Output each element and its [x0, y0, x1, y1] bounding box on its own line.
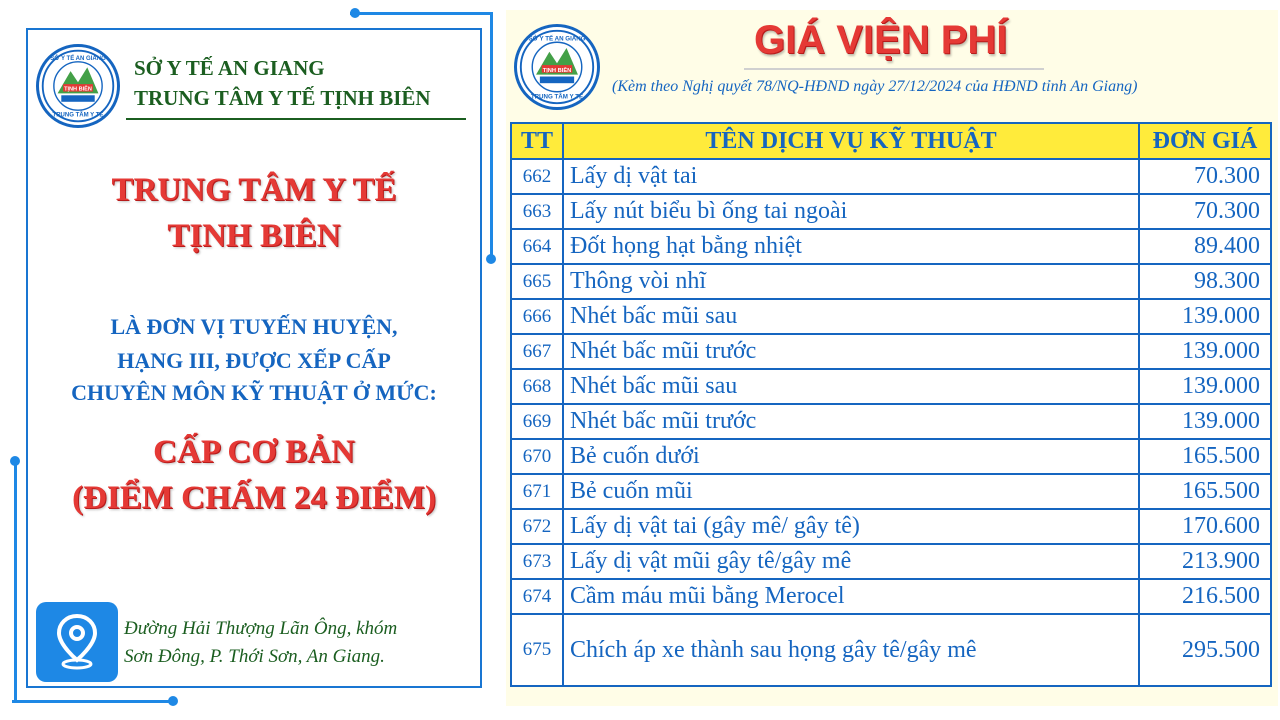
- left-panel: [26, 28, 482, 688]
- frame-line-top: [350, 12, 490, 15]
- frame-dot: [486, 254, 496, 264]
- org-parent: SỞ Y TẾ AN GIANG: [134, 56, 325, 80]
- table-row: [511, 404, 1271, 439]
- service-name: Chích áp xe thành sau họng gây tê/gây mê: [563, 614, 1139, 686]
- service-price: 170.600: [1139, 509, 1271, 544]
- table-row: [511, 299, 1271, 334]
- org-name: TRUNG TÂM Y TẾ TỊNH BIÊN: [134, 86, 431, 110]
- service-name: Cầm máu mũi bằng Merocel: [563, 579, 1139, 614]
- page-title: GIÁ VIỆN PHÍ: [754, 18, 1008, 62]
- service-name: Nhét bấc mũi trước: [563, 334, 1139, 369]
- service-price: 165.500: [1139, 474, 1271, 509]
- description-line1: LÀ ĐƠN VỊ TUYẾN HUYỆN,: [110, 314, 398, 339]
- page-subtitle: (Kèm theo Nghị quyết 78/NQ-HĐND ngày 27/12/2024 của HĐND tỉnh An Giang): [612, 78, 1138, 95]
- table-row: [511, 544, 1271, 579]
- hospital-logo: [36, 44, 120, 128]
- row-number: 669: [511, 404, 563, 439]
- table-row: [511, 614, 1271, 686]
- description-line2: HẠNG III, ĐƯỢC XẾP CẤP: [117, 348, 391, 373]
- service-price: 295.500: [1139, 614, 1271, 686]
- svg-text:SỞ Y TẾ AN GIANG: SỞ Y TẾ AN GIANG: [50, 56, 106, 62]
- table-header-row: [511, 123, 1271, 159]
- service-name: Bẻ cuốn mũi: [563, 474, 1139, 509]
- service-name: Lấy nút biểu bì ống tai ngoài: [563, 194, 1139, 229]
- table-row: [511, 439, 1271, 474]
- row-number: 664: [511, 229, 563, 264]
- service-price: 89.400: [1139, 229, 1271, 264]
- column-header-price: ĐƠN GIÁ: [1139, 123, 1271, 159]
- svg-text:TRUNG TÂM Y TẾ: TRUNG TÂM Y TẾ: [52, 112, 104, 119]
- service-price: 70.300: [1139, 194, 1271, 229]
- right-panel: [506, 10, 1278, 706]
- row-number: 674: [511, 579, 563, 614]
- row-number: 670: [511, 439, 563, 474]
- table-row: [511, 194, 1271, 229]
- title-underline: [744, 68, 1044, 70]
- row-number: 671: [511, 474, 563, 509]
- table-row: [511, 264, 1271, 299]
- table-row: [511, 229, 1271, 264]
- table-row: [511, 369, 1271, 404]
- table-row: [511, 159, 1271, 194]
- frame-line-bottom: [12, 700, 172, 703]
- address-line1: Đường Hải Thượng Lãn Ông, khóm: [124, 618, 398, 639]
- svg-text:TỊNH BIÊN: TỊNH BIÊN: [542, 67, 572, 74]
- service-price: 139.000: [1139, 404, 1271, 439]
- row-number: 663: [511, 194, 563, 229]
- column-header-tt: TT: [511, 123, 563, 159]
- row-number: 662: [511, 159, 563, 194]
- row-number: 672: [511, 509, 563, 544]
- row-number: 668: [511, 369, 563, 404]
- service-price: 139.000: [1139, 299, 1271, 334]
- service-price: 213.900: [1139, 544, 1271, 579]
- frame-line-right: [490, 12, 493, 262]
- service-name: Lấy dị vật tai: [563, 159, 1139, 194]
- hospital-logo: [514, 24, 600, 110]
- service-price: 216.500: [1139, 579, 1271, 614]
- level-title-line1: CẤP CƠ BẢN: [153, 434, 355, 470]
- service-name: Thông vòi nhĩ: [563, 264, 1139, 299]
- service-name: Đốt họng hạt bằng nhiệt: [563, 229, 1139, 264]
- service-name: Nhét bấc mũi trước: [563, 404, 1139, 439]
- table-body: [511, 159, 1271, 686]
- service-name: Bẻ cuốn dưới: [563, 439, 1139, 474]
- column-header-service: TÊN DỊCH VỤ KỸ THUẬT: [563, 123, 1139, 159]
- level-title-line2: (ĐIỂM CHẤM 24 ĐIỂM): [72, 480, 436, 516]
- service-price: 139.000: [1139, 369, 1271, 404]
- address-line2: Sơn Đông, P. Thới Sơn, An Giang.: [124, 646, 385, 667]
- service-name: Nhét bấc mũi sau: [563, 369, 1139, 404]
- table-row: [511, 334, 1271, 369]
- service-price: 165.500: [1139, 439, 1271, 474]
- row-number: 665: [511, 264, 563, 299]
- frame-dot: [10, 456, 20, 466]
- frame-dot: [350, 8, 360, 18]
- description-line3: CHUYÊN MÔN KỸ THUẬT Ở MỨC:: [71, 380, 437, 405]
- service-price: 98.300: [1139, 264, 1271, 299]
- map-pin-icon: [36, 602, 118, 682]
- svg-text:TRUNG TÂM Y TẾ: TRUNG TÂM Y TẾ: [530, 93, 584, 101]
- service-price: 70.300: [1139, 159, 1271, 194]
- service-name: Lấy dị vật tai (gây mê/ gây tê): [563, 509, 1139, 544]
- org-header: [36, 42, 476, 142]
- service-price: 139.000: [1139, 334, 1271, 369]
- row-number: 666: [511, 299, 563, 334]
- table-row: [511, 474, 1271, 509]
- row-number: 667: [511, 334, 563, 369]
- header-divider: [126, 118, 466, 120]
- price-table: [510, 122, 1272, 687]
- frame-dot: [168, 696, 178, 706]
- row-number: 675: [511, 614, 563, 686]
- row-number: 673: [511, 544, 563, 579]
- center-title-line1: TRUNG TÂM Y TẾ: [111, 172, 397, 208]
- svg-text:SỞ Y TẾ AN GIANG: SỞ Y TẾ AN GIANG: [528, 35, 586, 43]
- frame-line-left: [14, 460, 17, 700]
- center-title-line2: TỊNH BIÊN: [167, 218, 341, 254]
- service-name: Nhét bấc mũi sau: [563, 299, 1139, 334]
- service-name: Lấy dị vật mũi gây tê/gây mê: [563, 544, 1139, 579]
- table-row: [511, 509, 1271, 544]
- svg-text:TỊNH BIÊN: TỊNH BIÊN: [64, 86, 92, 93]
- table-row: [511, 579, 1271, 614]
